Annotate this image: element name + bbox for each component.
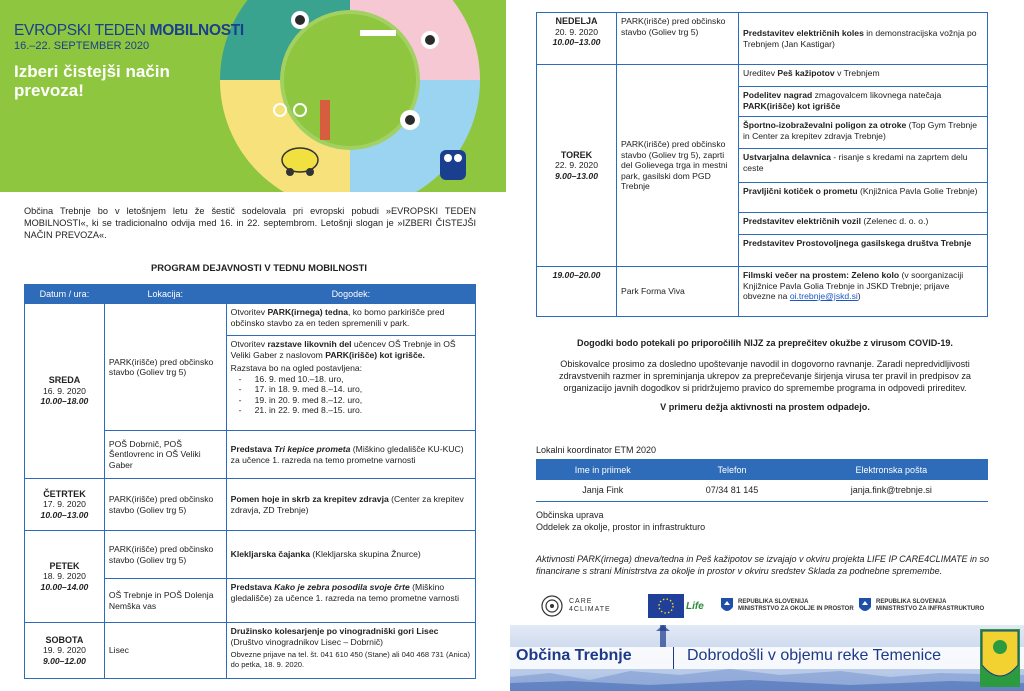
office-line: Občinska uprava	[536, 510, 604, 520]
day-time: 9.00–13.00	[554, 170, 598, 181]
care4climate-icon	[540, 594, 564, 618]
list-item: - 17. in 18. 9. med 8.–14. uro,	[239, 384, 471, 395]
day-name: TOREK	[560, 149, 593, 160]
coordinator-email[interactable]: janja.fink@trebnje.si	[795, 480, 988, 501]
event-cell: Pravljični kotiček o prometu (Knjižnica Pavla Golie Trebnje)	[739, 183, 988, 213]
header-date: Datum / ura:	[25, 285, 105, 304]
day-name: PETEK	[49, 560, 80, 571]
exhibition-list-title: Razstava bo na ogled postavljena:	[230, 363, 363, 373]
event-cell: Pomen hoje in skrb za krepitev zdravja (Center za krepitev zdravja, ZD Trebnje)	[226, 479, 475, 531]
event-cell: Podelitev nagrad zmagovalcem likovnega natečaja PARK(irišče) kot igrišče	[739, 87, 988, 117]
event-cell: Filmski večer na prostem: Zeleno kolo (v soorganizaciji Knjižnice Pavla Golia Trebnje in JSKD Trebnje; prijave obvezne na oi.trebnje@jskd.si)	[739, 267, 988, 317]
table-header-row	[536, 459, 988, 480]
exhibition-list	[231, 374, 471, 416]
day-date: 17. 9. 2020	[42, 499, 86, 510]
location-cell: PARK(irišče) pred občinsko stavbo (Goliev trg 5), zaprti del Golievega trga in mestni park, gasilski dom PGD Trebnje	[617, 65, 739, 267]
event-cell: Družinsko kolesarjenje po vinogradniški gori Lisec (Društvo vinogradnikov Lisec – Dobrnič) Obvezne prijave na tel. št. 041 610 450 (Stane) ali 040 468 731 (Anica) do petka, 18. 9. 2020.	[226, 623, 475, 679]
time-cell-evening	[537, 267, 617, 317]
care4climate-logo: CARE 4CLIMATE	[540, 592, 611, 620]
office-info	[536, 509, 705, 533]
event-cell: Otvoritev PARK(irnega) tedna, ko bomo parkirišče pred občinsko stavbo za en teden spremenili v park.	[226, 304, 475, 336]
table-row	[25, 623, 476, 679]
day-time: 10.00–13.00	[40, 509, 89, 520]
table-row	[536, 480, 988, 501]
table-row	[25, 531, 476, 579]
location-cell: OŠ Trebnje in POŠ Dolenja Nemška vas	[104, 579, 226, 623]
table-row	[537, 65, 988, 87]
event-cell: Predstavitev električnih vozil (Zelenec d. o. o.)	[739, 213, 988, 235]
event-cell: Otvoritev razstave likovnih del učencev OŠ Trebnje in OŠ Veliki Gaber z naslovom PARK(irišče) kot igrišče. Razstava bo na ogled postavljena: - 16. 9. med 10.–18. uro, - 17. in 18. 9. med 8.–14. uro, - 19. in 20. 9. med 8.–12. uro, - 21. in 22. 9. med 8.–15. uro.	[226, 336, 475, 431]
coordinator-table	[536, 459, 988, 502]
location-cell: Park Forma Viva	[617, 267, 739, 317]
day-time: 10.00–18.00	[40, 396, 89, 407]
day-cell-thursday	[25, 479, 105, 531]
coordinator-name: Janja Fink	[536, 480, 669, 501]
event-cell: Predstavitev Prostovoljnega gasilskega društva Trebnje	[739, 235, 988, 267]
location-cell: POŠ Dobrnič, POŠ Šentlovrenc in OŠ Veliki Gaber	[104, 431, 226, 479]
banner-dates: 16.–22. SEPTEMBER 2020	[14, 40, 150, 52]
coordinator-phone: 07/34 81 145	[669, 480, 794, 501]
table-header-row	[25, 285, 476, 304]
eu-life-logo	[648, 592, 704, 620]
day-time: 10.00–13.00	[552, 37, 601, 47]
location-cell: PARK(irišče) pred občinsko stavbo (Goliev trg 5)	[104, 304, 226, 431]
day-cell-sunday	[537, 13, 617, 65]
day-time: 10.00–14.00	[40, 581, 89, 592]
day-date: 16. 9. 2020	[42, 385, 86, 396]
day-name: ČETRTEK	[43, 488, 86, 499]
office-line: Oddelek za okolje, prostor in infrastrukturo	[536, 522, 706, 532]
header-phone: Telefon	[669, 459, 794, 480]
day-cell-tuesday	[537, 65, 617, 267]
program-title: PROGRAM DEJAVNOSTI V TEDNU MOBILNOSTI	[151, 262, 367, 273]
table-row	[537, 267, 988, 317]
slovenia-coat-of-arms-icon	[858, 597, 872, 615]
day-cell-wednesday	[25, 304, 105, 479]
list-item: - 21. in 22. 9. med 8.–15. uro.	[239, 405, 471, 416]
list-item: - 19. in 20. 9. med 8.–12. uro,	[239, 395, 471, 406]
campaign-banner	[0, 0, 506, 192]
header-location: Lokacija:	[104, 285, 226, 304]
ministry-infrastructure-logo: REPUBLIKA SLOVENIJA MINISTRSTVO ZA INFRASTRUKTURO	[858, 592, 984, 620]
day-time: 19.00–20.00	[552, 270, 601, 280]
slovenia-coat-of-arms-icon	[720, 597, 734, 615]
day-cell-friday	[25, 531, 105, 623]
day-name: SOBOTA	[45, 634, 84, 645]
event-cell: Ureditev Peš kažipotov v Trebnjem	[739, 65, 988, 87]
intro-paragraph: Občina Trebnje bo v letošnjem letu že šestič sodelovala pri evropski pobudi »EVROPSKI TEDEN MOBILNOSTI«, ki se tradicionalno odvija med 16. in 22. septembrom. Letošnji slogan je »IZBERI ČISTEJŠI NAČIN PREVOZA«.	[24, 206, 476, 240]
covid-notice: Dogodki bodo potekali po priporočilih NIJZ za preprečitev okužbe z virusom COVID-19.	[577, 338, 953, 348]
banner-title: EVROPSKI TEDEN MOBILNOSTI	[14, 22, 244, 39]
coordinator-title: Lokalni koordinator ETM 2020	[536, 445, 657, 455]
day-name: SREDA	[48, 375, 81, 386]
header-event: Dogodek:	[226, 285, 475, 304]
footer-divider	[673, 647, 674, 669]
municipality-slogan: Dobrodošli v objemu reke Temenice	[687, 647, 942, 664]
day-time: 9.00–12.00	[42, 655, 86, 666]
life-label: Life	[686, 600, 704, 612]
event-cell: Predstavitev električnih koles in demonstracijska vožnja po Trebnjem (Jan Kastigar)	[739, 13, 988, 65]
program-table-continued	[536, 12, 988, 317]
event-cell: Ustvarjalna delavnica - risanje s kredami na zaprtem delu ceste	[739, 149, 988, 183]
banner-slogan: Izberi čistejši način prevoza!	[14, 62, 170, 100]
visitor-notice: Obiskovalce prosimo za dosledno upoštevanje navodil in dogovorno ravnanje. Zaradi nepredvidljivosti zdravstvenih razmer in spreminjanja ukrepov za preprečevanje širjenja virusa ter pravil in predpisov za organizacijo javnih dogodkov si pridržujemo pravico do spremembe programa in odpovedi prireditev.	[559, 359, 971, 393]
event-cell: Športno-izobraževalni poligon za otroke (Top Gym Trebnje in Center za krepitev zdravja Trebnje)	[739, 117, 988, 149]
day-date: 22. 9. 2020	[554, 160, 598, 171]
list-item: - 16. 9. med 10.–18. uro,	[239, 374, 471, 385]
day-cell-saturday	[25, 623, 105, 679]
ministry-environment-logo: REPUBLIKA SLOVENIJA MINISTRSTVO ZA OKOLJE IN PROSTOR	[720, 592, 854, 620]
location-cell: PARK(irišče) pred občinsko stavbo (Goliev trg 5)	[617, 13, 739, 65]
municipality-footer	[510, 625, 1024, 691]
registration-note: Obvezne prijave na tel. št. 041 610 450 (Stane) ali 040 468 731 (Anica) do petka, 18. 9. 2020.	[230, 650, 471, 669]
program-table	[24, 284, 476, 679]
event-cell: Klekljarska čajanka (Klekljarska skupina Žnurce)	[226, 531, 475, 579]
table-row	[25, 304, 476, 336]
location-cell: PARK(irišče) pred občinsko stavbo (Goliev trg 5)	[104, 531, 226, 579]
table-row	[537, 13, 988, 65]
location-cell: Lisec	[104, 623, 226, 679]
event-cell: Predstava Tri kepice prometa (Miškino gledališče KU-KUC) za učence 1. razreda na temo prometne varnosti	[226, 431, 475, 479]
rain-notice: V primeru dežja aktivnosti na prostem odpadejo.	[660, 402, 870, 412]
table-row	[25, 479, 476, 531]
eu-flag-icon	[648, 594, 684, 618]
day-date: 19. 9. 2020	[42, 645, 86, 656]
header-email: Elektronska pošta	[795, 459, 988, 480]
municipality-name: Občina Trebnje	[516, 647, 632, 664]
day-date: 20. 9. 2020	[554, 26, 598, 37]
day-name: NEDELJA	[555, 16, 598, 26]
day-date: 18. 9. 2020	[42, 571, 86, 582]
registration-email-link[interactable]: oi.trebnje@jskd.si	[789, 291, 858, 301]
funding-note: Aktivnosti PARK(irnega) dneva/tedna in Peš kažipotov se izvajajo v okviru projekta LIFE IP CARE4CLIMATE in so financirane s strani Ministrstva za okolje in prostor v okviru sredstev Sklada za podnebne spremembe.	[536, 554, 990, 576]
partner-logos	[536, 592, 1006, 620]
header-name: Ime in priimek	[536, 459, 669, 480]
location-cell: PARK(irišče) pred občinsko stavbo (Goliev trg 5)	[104, 479, 226, 531]
event-cell: Predstava Kako je zebra posodila svoje črte (Miškino gledališče) za učence 1. razreda na temo prometne varnosti	[226, 579, 475, 623]
notice-block	[556, 337, 974, 413]
